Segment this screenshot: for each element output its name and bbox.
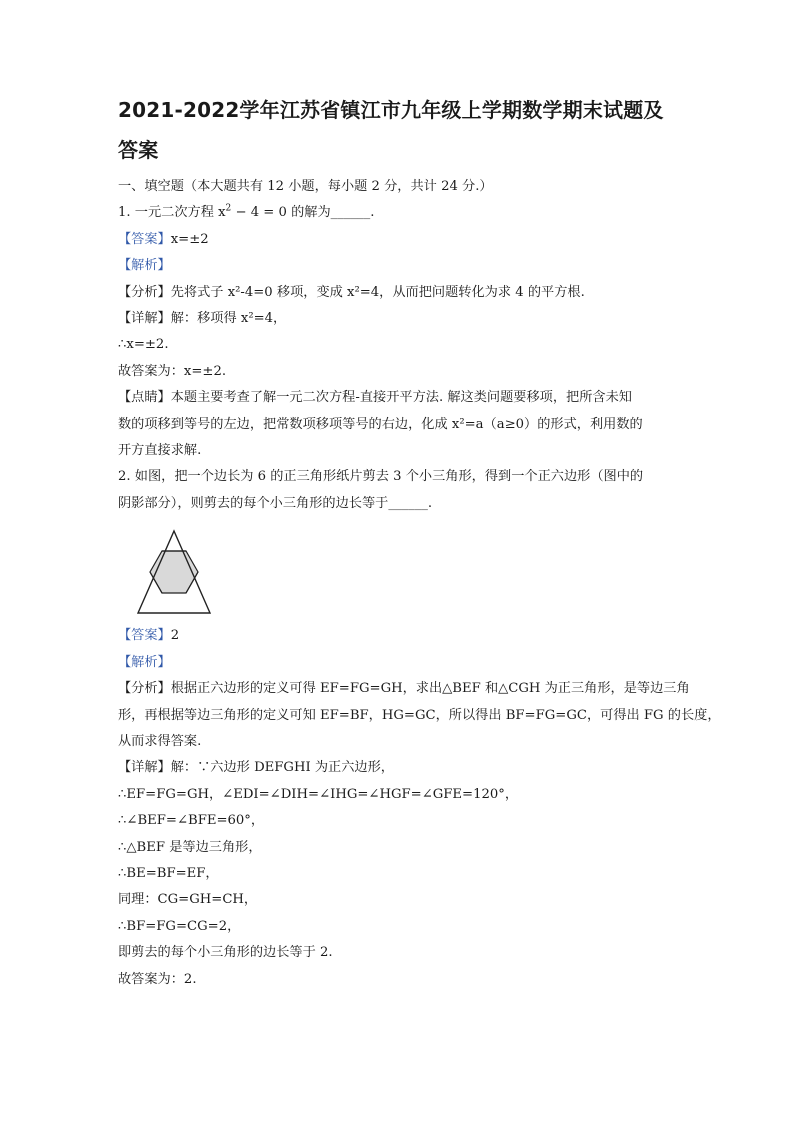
q2-step-6: ∴BF=FG=CG=2， — [118, 918, 241, 934]
q2-xiangjie — [118, 755, 678, 781]
title-line-1: 2021-2022学年江苏省镇江市九年级上学期数学期末试题及 — [118, 98, 664, 122]
q1-fenxi — [118, 280, 678, 306]
q2-step-7: 即剪去的每个小三角形的边长等于 2. — [118, 945, 333, 961]
q2-xiangjie-text: 解：∵六边形 DEFGHI 为正六边形， — [170, 760, 394, 776]
document-page — [118, 90, 721, 993]
answer-tag: 【答案】 — [118, 628, 171, 644]
q1-dianjing-3: 开方直接求解. — [118, 443, 202, 459]
fenxi-tag: 【分析】 — [118, 284, 171, 300]
q1-answer — [118, 227, 678, 253]
q1-stem-sup: 2 — [225, 204, 232, 215]
q2-final: 故答案为：2. — [118, 971, 197, 987]
q2-step-3: ∴△BEF 是等边三角形， — [118, 839, 262, 855]
q1-dianjing — [118, 385, 678, 411]
q2-step-4: ∴BE=BF=EF， — [118, 865, 219, 881]
fenxi-tag: 【分析】 — [118, 681, 171, 697]
q2-fenxi-2: 形，再根据等边三角形的定义可知 EF=BF，HG=GC，所以得出 BF=FG=GC，可得出 FG 的长度， — [118, 707, 721, 723]
q1-xiangjie-text: 解：移项得 x²=4， — [170, 311, 287, 327]
q1-xiangjie — [118, 306, 678, 332]
q1-final: 故答案为：x=±2. — [118, 363, 227, 379]
q1-stem — [118, 200, 678, 226]
dianjing-tag: 【点睛】 — [118, 390, 171, 406]
title-line-2: 答案 — [118, 138, 159, 162]
q2-step-1: ∴EF=FG=GH，∠EDI=∠DIH=∠IHG=∠HGF=∠GFE=120°， — [118, 786, 519, 802]
q1-stem-b: − 4 = 0 的解为______. — [231, 205, 375, 221]
q2-answer — [118, 623, 678, 649]
xiangjie-tag: 【详解】 — [118, 760, 171, 776]
q1-stem-a: 1. 一元二次方程 x — [118, 205, 226, 221]
q1-fenxi-text: 先将式子 x²-4=0 移项，变成 x²=4，从而把问题转化为求 4 的平方根. — [170, 284, 585, 300]
q2-stem-1: 2. 如图，把一个边长为 6 的正三角形纸片剪去 3 个小三角形，得到一个正六边形（图中的 — [118, 469, 644, 485]
hexagon-shaded — [150, 551, 198, 593]
q2-fenxi-1: 根据正六边形的定义可得 EF=FG=GH，求出△BEF 和△CGH 为正三角形，是等边三角 — [170, 681, 690, 697]
document-title — [118, 90, 678, 170]
q2-step-2: ∴∠BEF=∠BFE=60°， — [118, 813, 265, 829]
q2-fenxi-3: 从而求得答案. — [118, 733, 202, 749]
q2-analysis-tag: 【解析】 — [118, 654, 171, 670]
triangle-hexagon-diagram — [122, 523, 226, 615]
q1-analysis-tag: 【解析】 — [118, 258, 171, 274]
q2-stem-2: 阴影部分），则剪去的每个小三角形的边长等于______. — [118, 495, 433, 511]
answer-tag: 【答案】 — [118, 231, 171, 247]
q1-dianjing-1: 本题主要考查了解一元二次方程-直接开平方法. 解这类问题要移项，把所含未知 — [170, 390, 632, 406]
q2-figure — [122, 523, 678, 619]
q1-dianjing-2: 数的项移到等号的左边，把常数项移项等号的右边，化成 x²=a（a≥0）的形式，利用数的 — [118, 416, 643, 432]
q2-step-5: 同理：CG=GH=CH， — [118, 892, 258, 908]
section-heading: 一、填空题（本大题共有 12 小题，每小题 2 分，共计 24 分.） — [118, 179, 493, 194]
q1-answer-value: x=±2 — [170, 231, 209, 247]
q2-fenxi — [118, 676, 690, 702]
xiangjie-tag: 【详解】 — [118, 311, 171, 327]
q1-step-1: ∴x=±2. — [118, 337, 169, 353]
q2-answer-value: 2 — [170, 628, 180, 644]
